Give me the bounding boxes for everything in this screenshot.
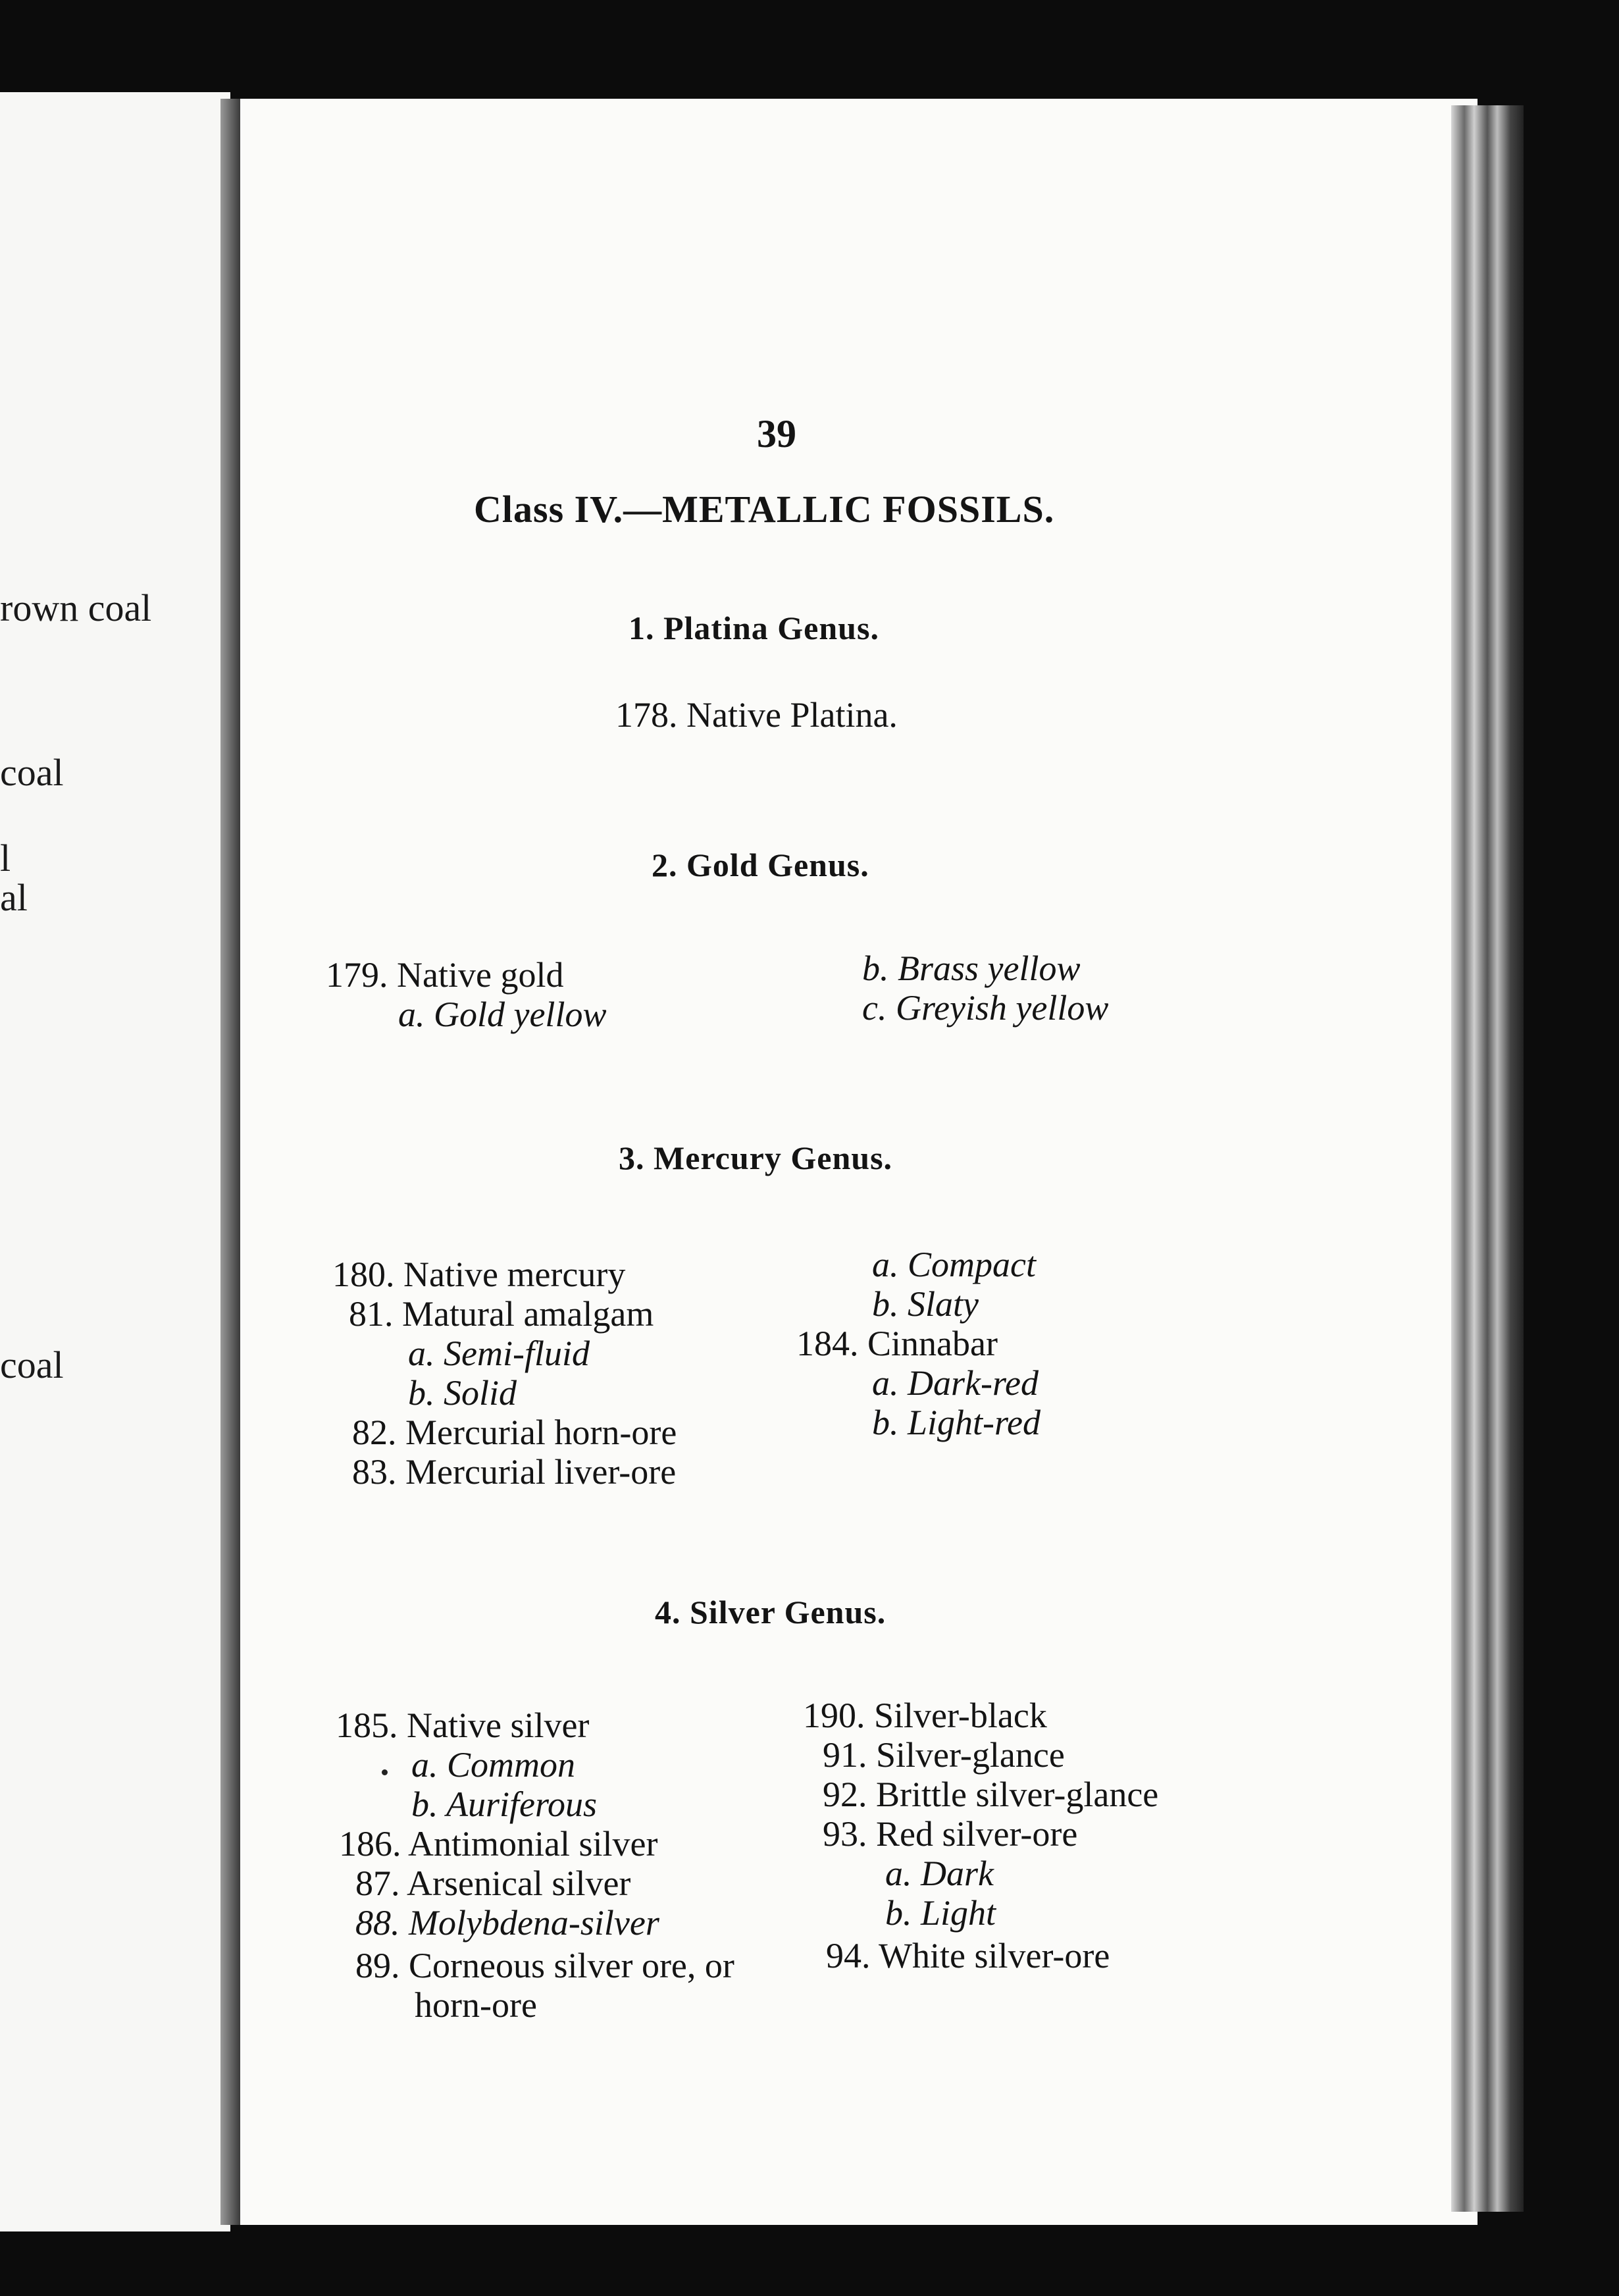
entry-molybdena-silver: 88. Molybdena-silver [355, 1903, 659, 1943]
class-title: Class IV.—METALLIC FOSSILS. [474, 488, 1055, 531]
entry-gold-yellow: a. Gold yellow [398, 995, 607, 1034]
left-page-fragment: coal [0, 751, 64, 794]
entry-native-silver: 185. Native silver [336, 1706, 590, 1745]
entry-greyish-yellow: c. Greyish yellow [862, 988, 1109, 1028]
left-page-fragment: al [0, 876, 28, 919]
genus-heading-silver: 4. Silver Genus. [655, 1594, 887, 1631]
left-page-fragment: rown coal [0, 587, 152, 629]
entry-natural-amalgam: 81. Matural amalgam [349, 1294, 654, 1334]
entry-antimonial-silver: 186. Antimonial silver [339, 1824, 658, 1864]
entry-brittle-silver-glance: 92. Brittle silver-glance [823, 1775, 1159, 1814]
entry-dark: a. Dark [885, 1854, 994, 1893]
entry-native-platina: 178. Native Platina. [615, 695, 898, 735]
entry-red-silver-ore: 93. Red silver-ore [823, 1814, 1078, 1854]
entry-auriferous: b. Auriferous [411, 1785, 598, 1824]
entry-light: b. Light [885, 1893, 996, 1933]
left-facing-page [0, 92, 230, 2231]
book-gutter [220, 99, 240, 2225]
entry-native-gold: 179. Native gold [326, 955, 564, 995]
left-page-fragment: coal [0, 1344, 64, 1386]
entry-white-silver-ore: 94. White silver-ore [826, 1936, 1110, 1975]
entry-common: a. Common [411, 1745, 576, 1785]
entry-corneous-silver-ore: 89. Corneous silver ore, or [355, 1946, 734, 1985]
entry-silver-black: 190. Silver-black [803, 1696, 1047, 1735]
genus-heading-platina: 1. Platina Genus. [629, 610, 879, 646]
entry-cinnabar: 184. Cinnabar [796, 1324, 998, 1363]
entry-brass-yellow: b. Brass yellow [862, 949, 1081, 988]
entry-native-mercury: 180. Native mercury [332, 1255, 626, 1294]
left-page-fragment: l [0, 837, 11, 879]
entry-silver-glance: 91. Silver-glance [823, 1735, 1065, 1775]
ink-speck [382, 1769, 388, 1775]
page-number: 39 [757, 412, 796, 456]
entry-mercurial-liver-ore: 83. Mercurial liver-ore [352, 1452, 677, 1492]
entry-arsenical-silver: 87. Arsenical silver [355, 1864, 631, 1903]
genus-heading-gold: 2. Gold Genus. [652, 847, 869, 883]
entry-light-red: b. Light-red [872, 1403, 1041, 1442]
entry-horn-ore: horn-ore [415, 1985, 537, 2025]
entry-mercurial-horn-ore: 82. Mercurial horn-ore [352, 1413, 677, 1452]
entry-slaty: b. Slaty [872, 1284, 979, 1324]
entry-compact: a. Compact [872, 1245, 1036, 1284]
entry-solid: b. Solid [408, 1373, 517, 1413]
page-edges [1451, 105, 1524, 2212]
genus-heading-mercury: 3. Mercury Genus. [619, 1139, 893, 1176]
entry-dark-red: a. Dark-red [872, 1363, 1039, 1403]
entry-semi-fluid: a. Semi-fluid [408, 1334, 590, 1373]
